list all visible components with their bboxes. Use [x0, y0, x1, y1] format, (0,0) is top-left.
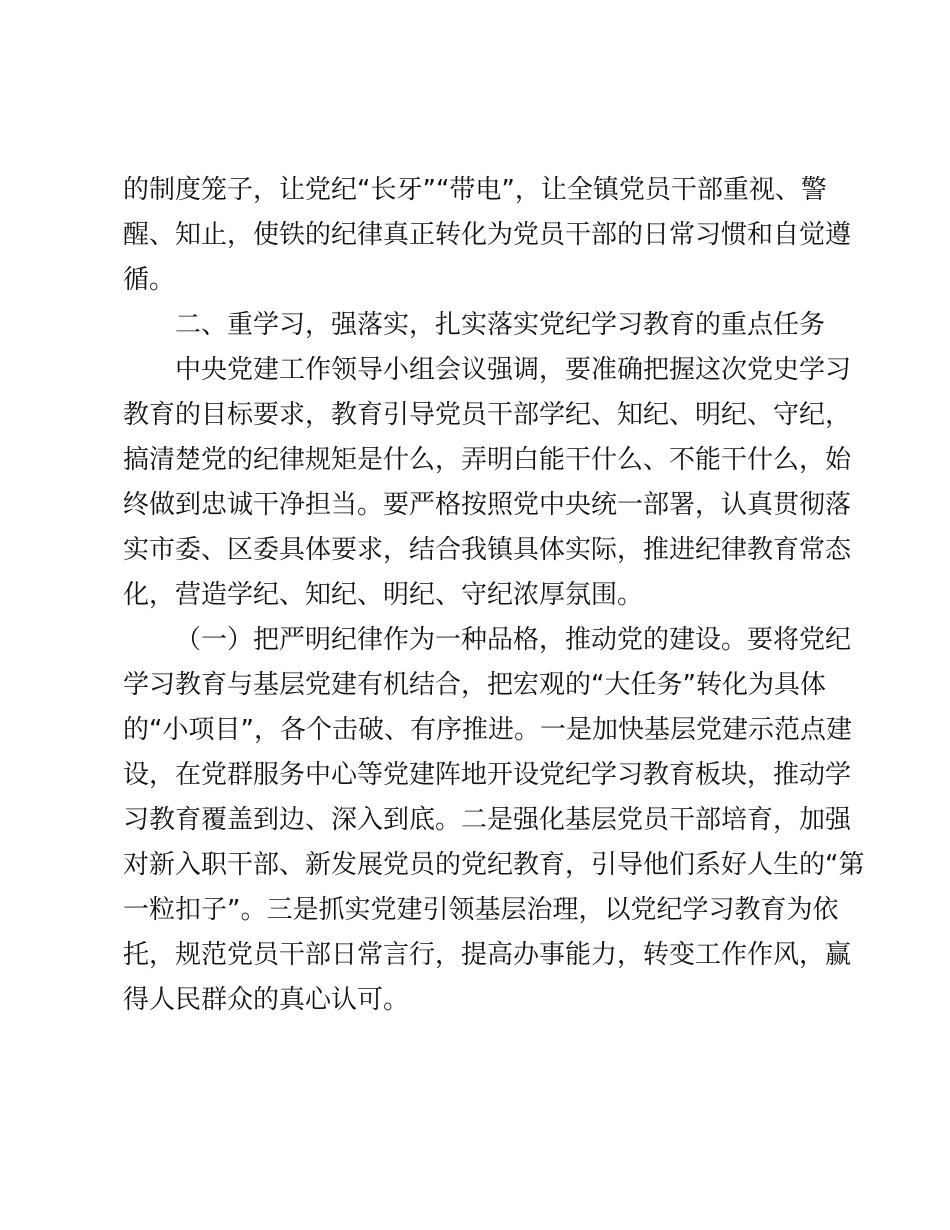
text-line: 设，在党群服务中心等党建阵地开设党纪学习教育板块，推动学: [123, 760, 852, 790]
text-line: 循。: [123, 265, 176, 295]
text-line: 终做到忠诚干净担当。要严格按照党中央统一部署，认真贯彻落: [123, 490, 852, 520]
text-line: 学习教育与基层党建有机结合，把宏观的“大任务”转化为具体: [123, 670, 826, 700]
text-line: 醒、知止，使铁的纪律真正转化为党员干部的日常习惯和自觉遵: [123, 220, 852, 250]
text-line: 化，营造学纪、知纪、明纪、守纪浓厚氛围。: [123, 580, 644, 610]
text-line: 托，规范党员干部日常言行，提高办事能力，转变工作作风，赢: [123, 940, 852, 970]
text-line: 搞清楚党的纪律规矩是什么，弄明白能干什么、不能干什么，始: [123, 445, 852, 475]
document-body: [123, 168, 865, 1023]
text-line: 对新入职干部、新发展党员的党纪教育，引导他们系好人生的“第: [123, 850, 865, 880]
text-line: 中央党建工作领导小组会议强调，要准确把握这次党史学习: [175, 355, 852, 385]
text-line: 习教育覆盖到边、深入到底。二是强化基层党员干部培育，加强: [123, 805, 852, 835]
text-line: 的“小项目”，各个击破、有序推进。一是加快基层党建示范点建: [123, 715, 852, 745]
text-line: 一粒扣子”。三是抓实党建引领基层治理，以党纪学习教育为依: [123, 895, 839, 925]
section-heading: 二、重学习，强落实，扎实落实党纪学习教育的重点任务: [175, 310, 826, 340]
subsection-line: （一）把严明纪律作为一种品格，推动党的建设。要将党纪: [175, 625, 852, 655]
text-line: 教育的目标要求，教育引导党员干部学纪、知纪、明纪、守纪，: [123, 400, 852, 430]
text-line: 的制度笼子，让党纪“长牙”“带电”，让全镇党员干部重视、警: [123, 175, 827, 205]
text-line: 实市委、区委具体要求，结合我镇具体实际，推进纪律教育常态: [123, 535, 852, 565]
text-line: 得人民群众的真心认可。: [123, 985, 410, 1015]
